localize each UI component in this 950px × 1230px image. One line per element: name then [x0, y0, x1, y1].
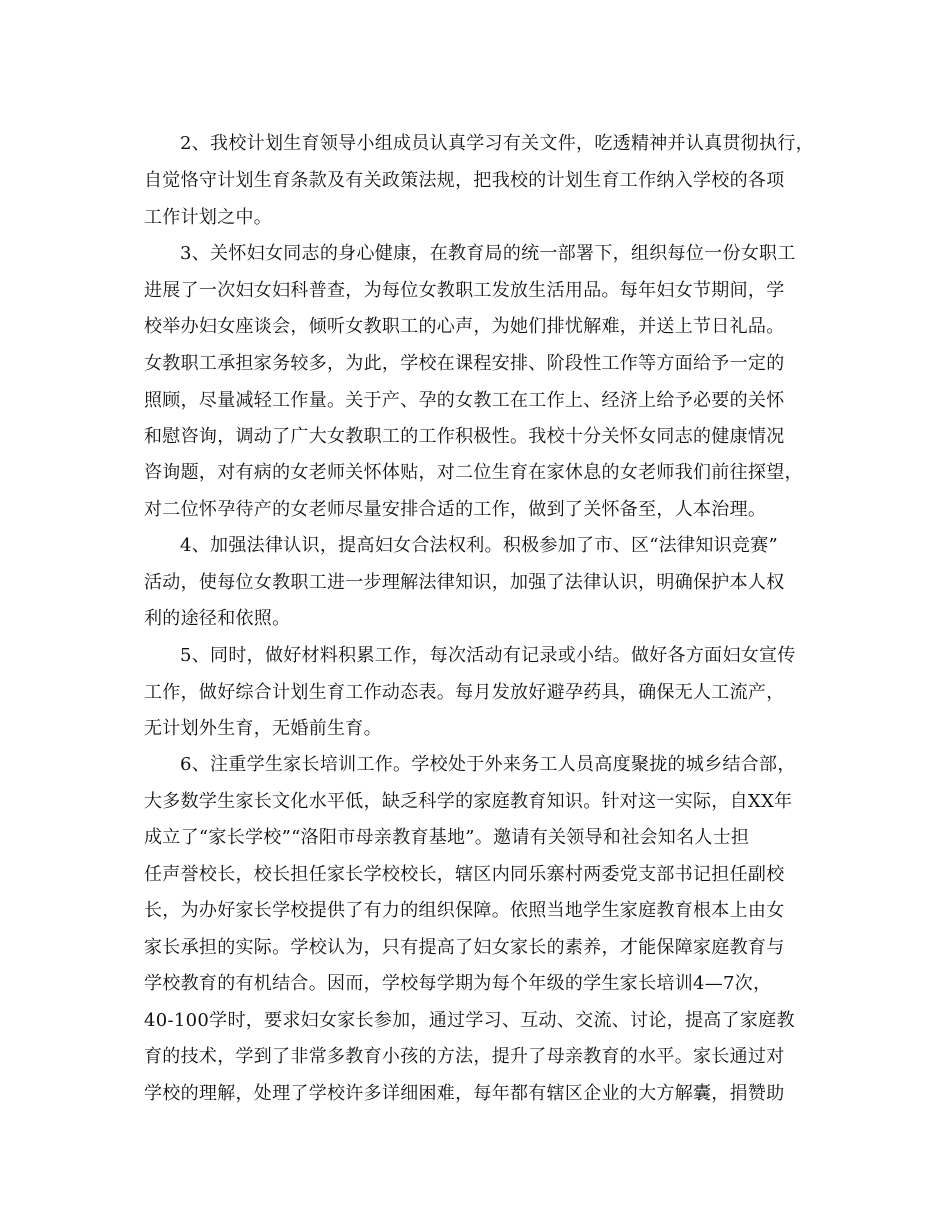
text-line: 40-100学时，要求妇女家长参加，通过学习、互动、交流、讨论，提高了家庭教	[144, 1010, 795, 1031]
text-line: 任声誉校长，校长担任家长学校校长，辖区内同乐寨村两委党支部书记担任副校	[144, 864, 785, 885]
text-line: 咨询题，对有病的女老师关怀体贴，对二位生育在家休息的女老师我们前往探望，	[144, 462, 803, 483]
text-line: 对二位怀孕待产的女老师尽量安排合适的工作，做到了关怀备至，人本治理。	[144, 499, 767, 520]
text-line: 活动，使每位女教职工进一步理解法律知识，加强了法律认识，明确保护本人权	[144, 572, 785, 593]
text-line: 6、注重学生家长培训工作。学校处于外来务工人员高度聚拢的城乡结合部，	[180, 754, 796, 775]
text-line: 3、关怀妇女同志的身心健康，在教育局的统一部署下，组织每位一份女职工	[180, 243, 796, 264]
text-line: 校举办妇女座谈会，倾听女教职工的心声，为她们排忧解难，并送上节日礼品。	[144, 316, 785, 337]
text-line: 照顾，尽量减轻工作量。关于产、孕的女教工在工作上、经济上给予必要的关怀	[144, 390, 785, 411]
text-line: 育的技术，学到了非常多教育小孩的方法，提升了母亲教育的水平。家长通过对	[144, 1046, 785, 1067]
text-line: 自觉恪守计划生育条款及有关政策法规，把我校的计划生育工作纳入学校的各项	[144, 170, 785, 191]
text-line: 家长承担的实际。学校认为，只有提高了妇女家长的素养，才能保障家庭教育与	[144, 937, 785, 958]
text-line: 利的途径和依照。	[144, 608, 291, 629]
text-line: 女教职工承担家务较多，为此，学校在课程安排、阶段性工作等方面给予一定的	[144, 353, 785, 374]
text-line: 工作，做好综合计划生育工作动态表。每月发放好避孕药具，确保无人工流产，	[144, 682, 785, 703]
text-line: 无计划外生育，无婚前生育。	[144, 718, 382, 739]
text-line: 4、加强法律认识，提高妇女合法权利。积极参加了市、区“法律知识竞赛”	[180, 535, 779, 556]
text-line: 成立了“家长学校”“洛阳市母亲教育基地”。邀请有关领导和社会知名人士担	[144, 827, 750, 848]
text-line: 长，为办好家长学校提供了有力的组织保障。依照当地学生家庭教育根本上由女	[144, 900, 785, 921]
text-line: 5、同时，做好材料积累工作，每次活动有记录或小结。做好各方面妇女宣传	[180, 645, 796, 666]
text-line: 2、我校计划生育领导小组成员认真学习有关文件，吃透精神并认真贯彻执行，	[180, 133, 814, 154]
text-line: 工作计划之中。	[144, 207, 273, 228]
text-line: 进展了一次妇女妇科普查，为每位女教职工发放生活用品。每年妇女节期间，学	[144, 280, 785, 301]
text-line: 学校教育的有机结合。因而，学校每学期为每个年级的学生家长培训4—7次，	[144, 973, 772, 994]
text-line: 学校的理解，处理了学校许多详细困难，每年都有辖区企业的大方解囊，捐赞助	[144, 1083, 785, 1104]
text-line: 和慰咨询，调动了广大女教职工的工作积极性。我校十分关怀女同志的健康情况	[144, 426, 785, 447]
text-line: 大多数学生家长文化水平低，缺乏科学的家庭教育知识。针对这一实际，自XX年	[144, 791, 793, 812]
